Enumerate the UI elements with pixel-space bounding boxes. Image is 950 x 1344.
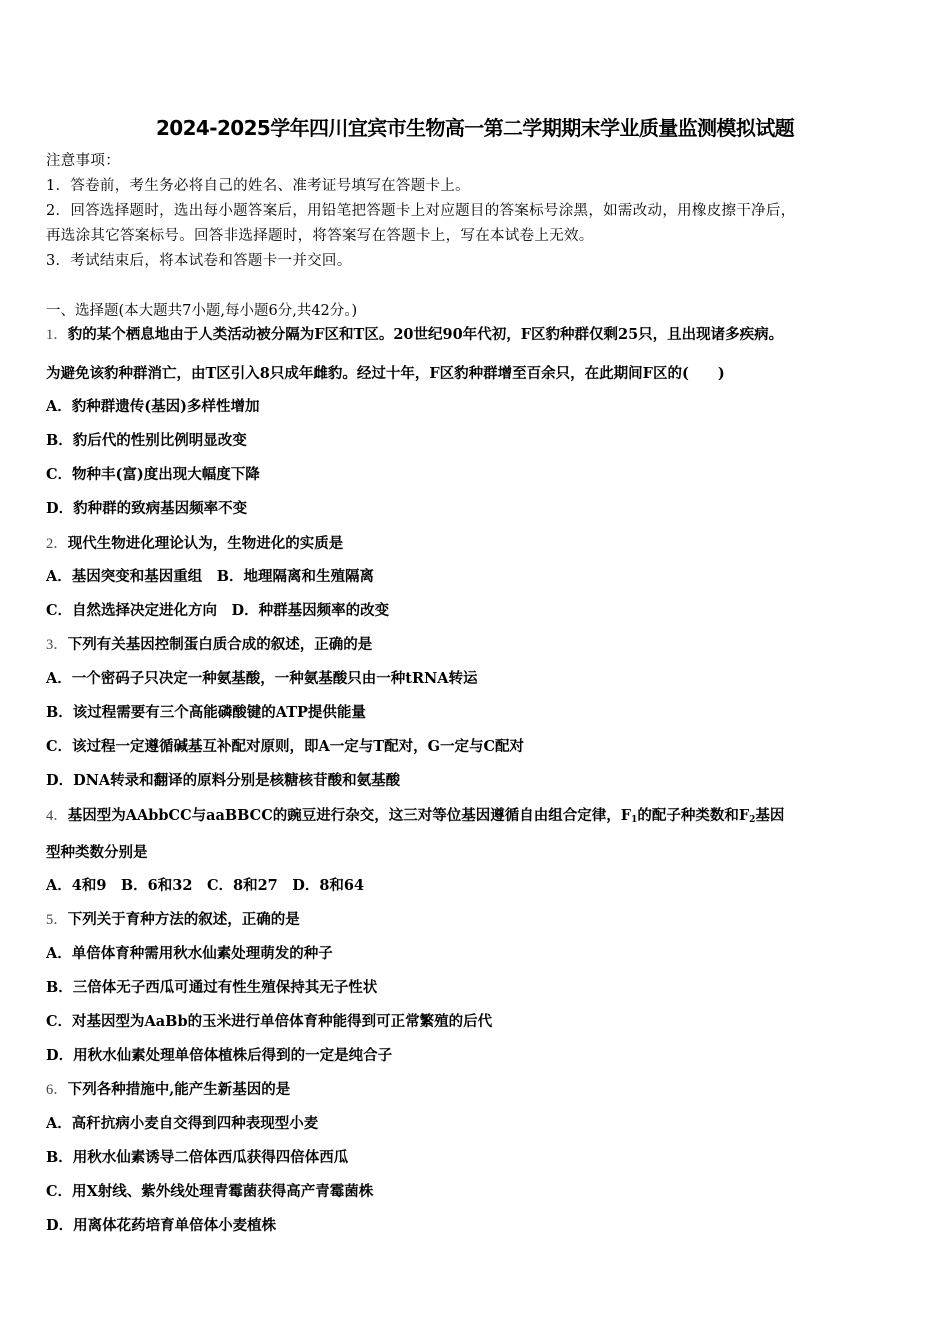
question-4-stem: [46, 806, 784, 830]
notice-item: 1．答卷前，考生务必将自己的姓名、准考证号填写在答题卡上。: [46, 178, 470, 194]
question-text: 豹的某个栖息地由于人类活动被分隔为F区和T区。20世纪90年代初，F区豹种群仅剩25只，且出现诸多疾病。: [67, 326, 784, 343]
option-d: D．豹种群的致病基因频率不变: [46, 500, 248, 517]
question-text: 的配子种类数和F: [637, 807, 750, 824]
option-c: C．物种丰(富)度出现大幅度下降: [46, 466, 260, 483]
option-a: A．一个密码子只决定一种氨基酸，一种氨基酸只由一种tRNA转运: [46, 670, 478, 687]
question-number: 3．: [46, 637, 68, 653]
question-text: 基因型为AAbbCC与aaBBCC的豌豆进行杂交，这三对等位基因遵循自由组合定律，F: [67, 807, 632, 824]
question-2-stem: [46, 534, 343, 554]
question-5-stem: [46, 910, 300, 930]
question-text: 下列各种措施中,能产生新基因的是: [67, 1081, 291, 1098]
subscript: 1: [631, 815, 638, 825]
option-c: C．用X射线、紫外线处理青霉菌获得高产青霉菌株: [46, 1183, 374, 1200]
question-6-stem: [46, 1080, 290, 1100]
options-row: C．自然选择决定进化方向 D．种群基因频率的改变: [46, 602, 390, 619]
option-b: B．豹后代的性别比例明显改变: [46, 432, 247, 449]
notice-item: 3．考试结束后，将本试卷和答题卡一并交回。: [46, 253, 352, 269]
option-d: D．用秋水仙素处理单倍体植株后得到的一定是纯合子: [46, 1047, 393, 1064]
option-b: B．三倍体无子西瓜可通过有性生殖保持其无子性状: [46, 979, 378, 996]
option-a: A．豹种群遗传(基因)多样性增加: [46, 398, 260, 415]
question-number: 4．: [46, 808, 68, 824]
question-text: 下列关于育种方法的叙述，正确的是: [67, 911, 300, 928]
question-text: 下列有关基因控制蛋白质合成的叙述，正确的是: [67, 636, 373, 653]
option-b: B．用秋水仙素诱导二倍体西瓜获得四倍体西瓜: [46, 1149, 349, 1166]
option-d: D．用离体花药培育单倍体小麦植株: [46, 1217, 277, 1234]
question-1-stem: [46, 325, 783, 345]
question-number: 6．: [46, 1082, 68, 1098]
question-3-stem: [46, 635, 372, 655]
options-row: A．4和9 B．6和32 C．8和27 D．8和64: [46, 877, 365, 894]
question-1-stem-cont: 为避免该豹种群消亡，由T区引入8只成年雌豹。经过十年，F区豹种群增至百余只，在此期间F区的( ): [46, 365, 725, 382]
option-c: C．该过程一定遵循碱基互补配对原则，即A一定与T配对，G一定与C配对: [46, 738, 525, 755]
options-row: A．基因突变和基因重组 B．地理隔离和生殖隔离: [46, 568, 375, 585]
subscript: 2: [749, 815, 756, 825]
question-number: 2．: [46, 536, 68, 552]
option-a: A．单倍体育种需用秋水仙素处理萌发的种子: [46, 945, 333, 962]
question-number: 5．: [46, 912, 68, 928]
question-text: 现代生物进化理论认为，生物进化的实质是: [67, 535, 344, 552]
notice-item: 2．回答选择题时，选出每小题答案后，用铅笔把答题卡上对应题目的答案标号涂黑，如需改动，用橡皮擦干净后，: [46, 203, 796, 219]
section-heading: 一、选择题(本大题共7小题,每小题6分,共42分。): [46, 303, 358, 319]
notice-heading: 注意事项：: [46, 153, 120, 169]
page-title: 2024-2025学年四川宜宾市生物高一第二学期期末学业质量监测模拟试题: [155, 116, 795, 140]
notice-item: 再选涂其它答案标号。回答非选择题时，将答案写在答题卡上，写在本试卷上无效。: [46, 228, 594, 244]
option-c: C．对基因型为AaBb的玉米进行单倍体育种能得到可正常繁殖的后代: [46, 1013, 493, 1030]
option-a: A．高秆抗病小麦自交得到四种表现型小麦: [46, 1115, 319, 1132]
option-b: B．该过程需要有三个高能磷酸键的ATP提供能量: [46, 704, 366, 721]
question-4-stem-cont: 型种类数分别是: [46, 844, 148, 861]
question-text: 基因: [755, 807, 785, 824]
option-d: D．DNA转录和翻译的原料分别是核糖核苷酸和氨基酸: [46, 772, 401, 789]
question-number: 1．: [46, 327, 68, 343]
